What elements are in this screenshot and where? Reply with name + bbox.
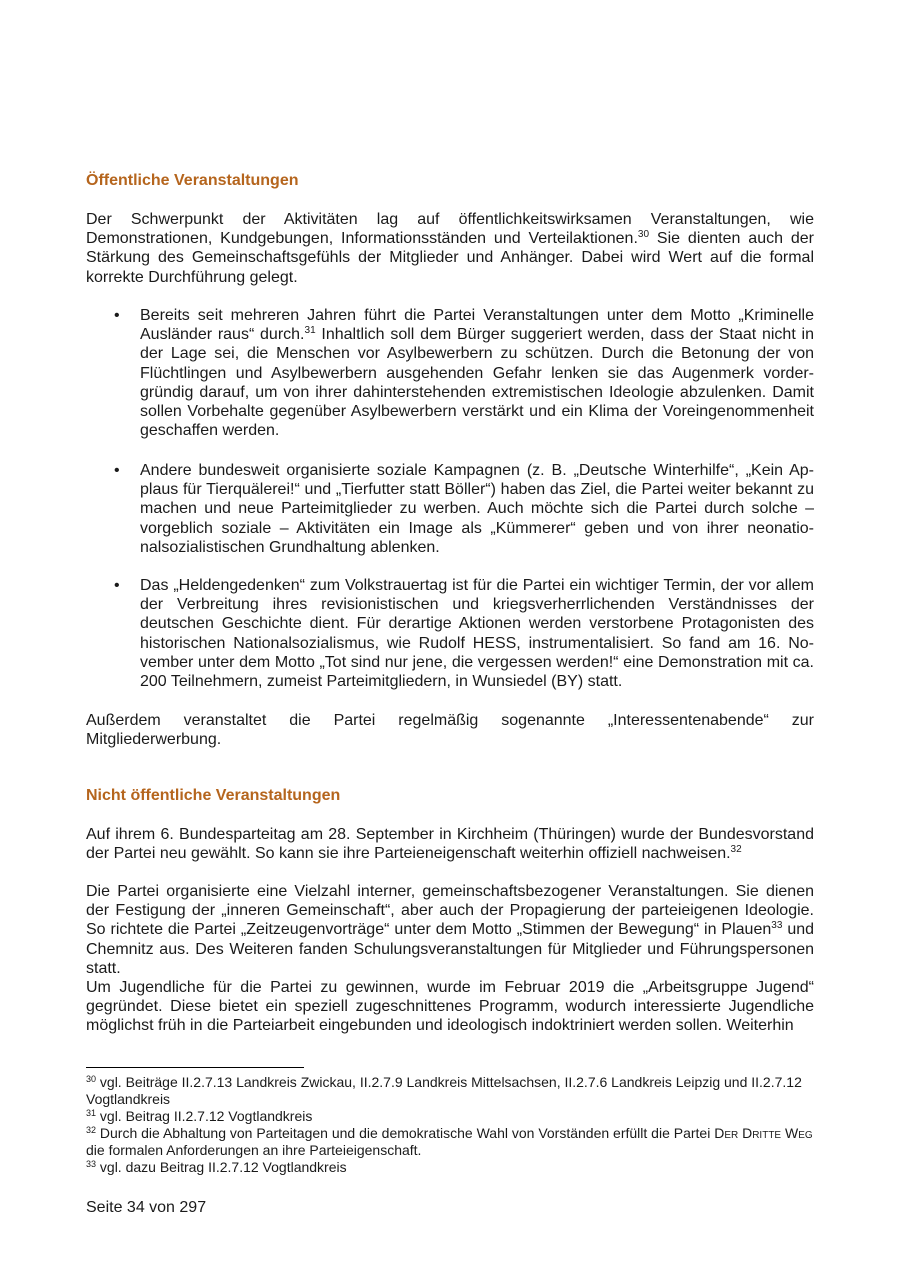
bullet-text: Das „Heldengedenken“ zum Volkstrauertag ist für die Partei ein wichtiger Termin, der vor allem der Verbreitung ihres revisionistischen und kriegsverherrlichenden Verständnisses der deutschen Geschichte dient. Für derartige Aktionen werden verstorbene Protagonisten des historischen Nationalsozialismus, wie Rudolf HESS, instrumentalisiert. So fand am 16. November unter dem Motto „Tot sind nur jene, die vergessen werden!“ eine Demonstration mit ca. 200 Teilnehmern, zumeist Parteimitgliedern, in Wunsiedel (BY) statt. [140, 577, 814, 691]
party-name: Der Dritte Weg [714, 1125, 813, 1141]
footnote-text: vgl. Beitrag II.2.7.12 Vogtlandkreis [96, 1108, 313, 1124]
footnote-32 [86, 1125, 814, 1159]
section-heading-public-events: Öffentliche Veranstaltungen [86, 172, 299, 189]
event-bullet-list-2 [86, 461, 814, 557]
footnote-ref-33[interactable]: 33 [771, 920, 783, 932]
event-bullet-list-3 [86, 576, 814, 691]
section-heading-private-events: Nicht öffentliche Veranstaltungen [86, 787, 341, 804]
intro-text: Der Schwerpunkt der Aktivitäten lag auf öffentlichkeitswirksamen Veranstaltungen, wie Demonstrationen, Kundgebungen, Informationsständen und Verteilaktionen. [86, 211, 814, 248]
event-bullet-list [86, 306, 814, 440]
intro-text-cont: Sie dienten auch der Stärkung des Gemeinschaftsgefühls der Mitglieder und Anhänger. Dabei wird Wert auf die formal korrekte Durchführung gelegt. [86, 230, 814, 286]
footnote-number: 31 [86, 1108, 97, 1118]
party-congress-paragraph [86, 825, 814, 863]
footnote-divider [86, 1067, 304, 1068]
footnote-number: 30 [86, 1074, 97, 1084]
p1-text: Auf ihrem 6. Bundesparteitag am 28. September in Kirchheim (Thüringen) wurde der Bundesvorstand der Partei neu gewählt. So kann sie ihre Parteieneigenschaft weiterhin offiziell nachweisen. [86, 826, 814, 863]
bullet-text-cont: Inhaltlich soll dem Bürger suggeriert werden, dass der Staat nicht in der Lage sei, die Menschen vor Asylbewerbern zu schützen. Durch die Betonung der von Flüchtlingen und Asylbewerbern ausgehenden Gefahr lenken sie das Augenmerk vordergründig darauf, um von ihrer dahinterstehenden extremistischen Ideologie abzulenken. Damit sollen Vorbehalte gegenüber Asylbewerbern verstärkt und ein Klima der Voreingenommenheit geschaffen werden. [140, 326, 815, 440]
footnotes [86, 1074, 814, 1176]
outro-paragraph: Außerdem veranstaltet die Partei regelmäßig sogenannte „Interessentenabende“ zur Mitgliederwerbung. [86, 712, 814, 749]
bullet-icon: • [114, 307, 120, 324]
youth-group-paragraph: Um Jugendliche für die Partei zu gewinnen, wurde im Februar 2019 die „Arbeitsgruppe Jugend“ gegründet. Diese bietet ein speziell zugeschnittenes Programm, wodurch interessierte Jugendliche möglichst früh in die Parteiarbeit eingebunden und ideologisch indoktriniert werden sollen. Weiterhin [86, 979, 814, 1035]
bullet-item [86, 306, 814, 440]
footnote-31 [86, 1108, 814, 1125]
footnote-number: 32 [86, 1125, 97, 1135]
footnote-ref-32[interactable]: 32 [730, 844, 742, 856]
footnote-text: Durch die Abhaltung von Parteitagen und die demokratische Wahl von Vorständen erfüllt die Partei [96, 1125, 715, 1141]
bullet-icon: • [114, 577, 120, 594]
p2-text-cont: und Chemnitz aus. Des Weiteren fanden Schulungsveranstaltungen für Mitglieder und Führungspersonen statt. [86, 921, 815, 977]
footnote-30 [86, 1074, 814, 1108]
footnote-ref-31[interactable]: 31 [304, 325, 316, 337]
footnote-text-cont: die formalen Anforderungen an ihre Parteieigenschaft. [86, 1142, 422, 1158]
bullet-text: Bereits seit mehreren Jahren führt die Partei Veranstaltungen unter dem Motto „Kriminelle Ausländer raus“ durch. [140, 307, 814, 344]
intro-paragraph [86, 210, 814, 287]
bullet-icon: • [114, 462, 120, 479]
page-number: Seite 34 von 297 [86, 1199, 207, 1216]
bullet-item [86, 461, 814, 557]
footnote-ref-30[interactable]: 30 [637, 229, 650, 241]
footnote-33 [86, 1159, 814, 1176]
footnote-text: vgl. dazu Beitrag II.2.7.12 Vogtlandkreis [96, 1159, 347, 1175]
bullet-text: Andere bundesweit organisierte soziale Kampagnen (z. B. „Deutsche Winterhilfe“, „Kein Applaus für Tierquälerei!“ und „Tierfutter statt Böller“) haben das Ziel, die Partei weiter bekannt zu machen und neue Parteimitglieder zu werben. Auch möchte sich die Partei durch solche – vorgeblich soziale – Aktivitäten ein Image als „Kümmerer“ geben und von ihrer neonationalsozialistischen Grundhaltung ablenken. [140, 462, 814, 556]
internal-events-paragraph [86, 882, 814, 978]
p2-text: Die Partei organisierte eine Vielzahl interner, gemeinschaftsbezogener Veranstaltungen. Sie dienen der Festigung der „inneren Gemeinschaft“, aber auch der Propagierung der parteieigenen Ideologie. So richtete die Partei „Zeitzeugenvorträge“ unter dem Motto „Stimmen der Bewegung“ in Plauen [86, 883, 814, 939]
footnote-number: 33 [86, 1159, 97, 1169]
bullet-item [86, 576, 814, 691]
footnote-text: vgl. Beiträge II.2.7.13 Landkreis Zwickau, II.2.7.9 Landkreis Mittelsachsen, II.2.7.6 Landkreis Leipzig und II.2.7.12 Vogtlandkreis [86, 1074, 802, 1107]
